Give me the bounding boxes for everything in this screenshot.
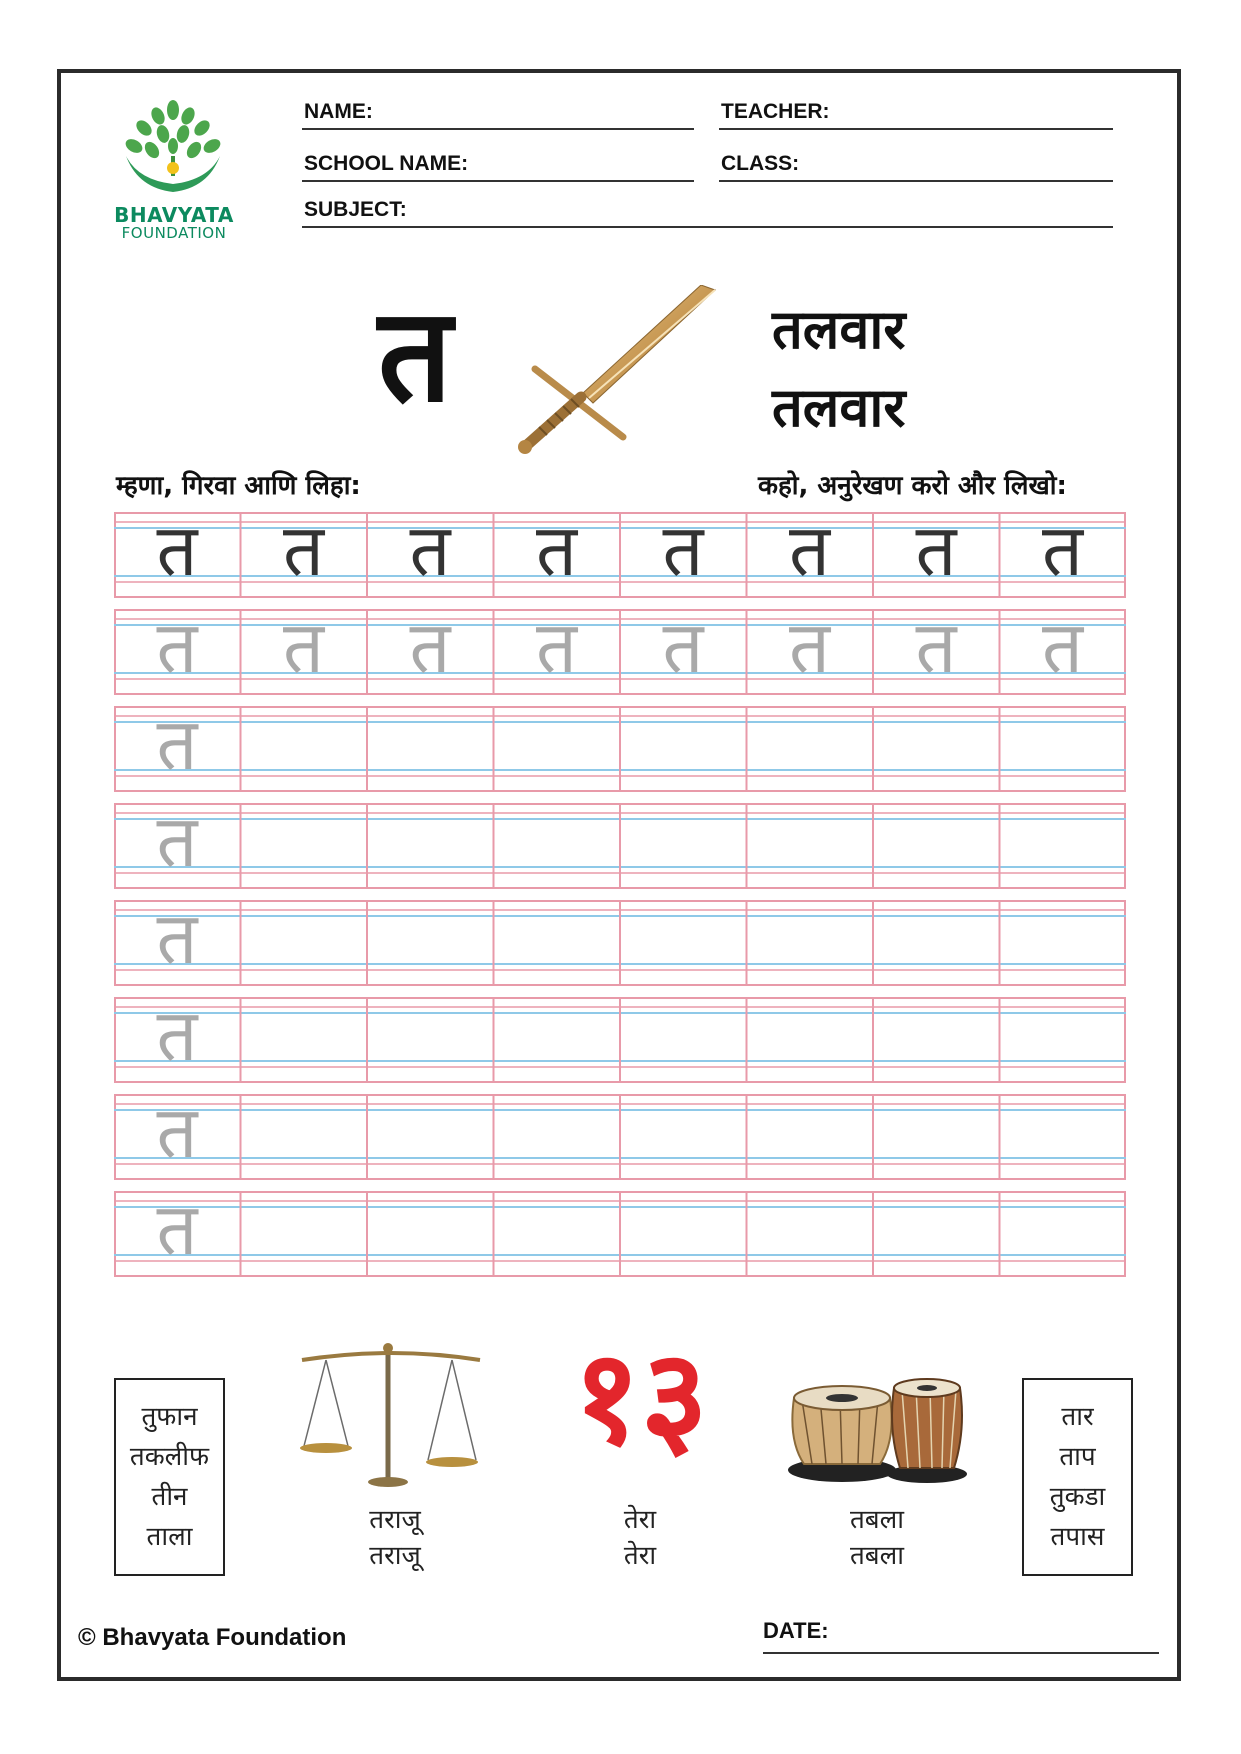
tabla-label: [822, 1502, 932, 1574]
practice-letter: त: [535, 605, 578, 689]
number-13: १३: [573, 1321, 709, 1473]
practice-row: [114, 896, 1126, 986]
practice-letter: त: [788, 508, 831, 592]
subject-label: SUBJECT:: [304, 198, 407, 221]
list-item: तपास: [1050, 1522, 1105, 1552]
practice-letter: त: [1041, 508, 1084, 592]
name-label: NAME:: [304, 100, 373, 123]
practice-letter: त: [282, 508, 325, 592]
teacher-label: TEACHER:: [721, 100, 830, 123]
practice-row: [114, 993, 1126, 1083]
practice-letter: त: [156, 508, 198, 592]
number-label-1: तेरा: [623, 1505, 657, 1535]
sword-icon: [505, 285, 725, 460]
tabla-label-2: तबला: [849, 1541, 905, 1571]
tabla-drums-icon: [782, 1360, 982, 1490]
practice-letter: त: [788, 605, 831, 689]
practice-letter: त: [409, 508, 451, 592]
number-label: [585, 1502, 695, 1574]
practice-letter: त: [156, 1187, 198, 1271]
practice-letter: त: [156, 1090, 198, 1174]
date-field[interactable]: [763, 1618, 1159, 1654]
name-field[interactable]: [302, 100, 694, 130]
teacher-field[interactable]: [719, 100, 1113, 130]
practice-row: [114, 605, 1126, 695]
practice-letter: त: [662, 508, 704, 592]
scale-label: [340, 1502, 450, 1574]
copyright-text: © Bhavyata Foundation: [78, 1624, 347, 1651]
tabla-label-1: तबला: [849, 1505, 905, 1535]
practice-letter: त: [156, 896, 198, 980]
list-item: तुफान: [141, 1402, 198, 1432]
instruction-hindi: कहो, अनुरेखण करो और लिखो:: [758, 471, 1067, 501]
class-label: CLASS:: [721, 152, 800, 175]
practice-letter: त: [282, 605, 325, 689]
scale-label-2: तराजू: [369, 1541, 421, 1571]
practice-letter: त: [662, 605, 704, 689]
school-name-field[interactable]: [302, 152, 694, 182]
list-item: तीन: [151, 1482, 188, 1512]
date-label: DATE:: [763, 1618, 829, 1643]
list-item: ताला: [146, 1522, 193, 1552]
practice-row: [114, 799, 1126, 889]
word-list-left: [114, 1378, 225, 1576]
hero-word-1: तलवार: [772, 298, 906, 361]
practice-letter: त: [156, 993, 198, 1077]
word-list-right: [1022, 1378, 1133, 1576]
scale-balance-icon: [296, 1342, 486, 1492]
logo-title: BHAVYATA: [114, 203, 234, 227]
practice-letter: त: [1041, 605, 1084, 689]
practice-row: [114, 508, 1126, 598]
list-item: ताप: [1059, 1442, 1096, 1472]
practice-letter: त: [156, 702, 198, 786]
hero-word-2: तलवार: [772, 376, 906, 439]
list-item: तुकडा: [1049, 1482, 1106, 1512]
class-field[interactable]: [719, 152, 1113, 182]
school-name-label: SCHOOL NAME:: [304, 152, 469, 175]
number-label-2: तेरा: [623, 1541, 657, 1571]
subject-field[interactable]: [302, 198, 1113, 228]
practice-letter: त: [915, 605, 957, 689]
scale-label-1: तराजू: [369, 1505, 421, 1535]
instruction-marathi: म्हणा, गिरवा आणि लिहा:: [116, 471, 361, 501]
hero-letter: त: [378, 279, 453, 431]
practice-row: [114, 702, 1126, 792]
practice-letter: त: [156, 799, 198, 883]
practice-letter: त: [156, 605, 198, 689]
practice-row: [114, 1090, 1126, 1180]
logo-subtitle: FOUNDATION: [121, 224, 227, 242]
list-item: तार: [1061, 1402, 1094, 1432]
practice-row: [114, 1187, 1126, 1277]
practice-letter: त: [535, 508, 578, 592]
list-item: तकलीफ: [129, 1442, 210, 1472]
practice-letter: त: [915, 508, 957, 592]
practice-letter: त: [409, 605, 451, 689]
